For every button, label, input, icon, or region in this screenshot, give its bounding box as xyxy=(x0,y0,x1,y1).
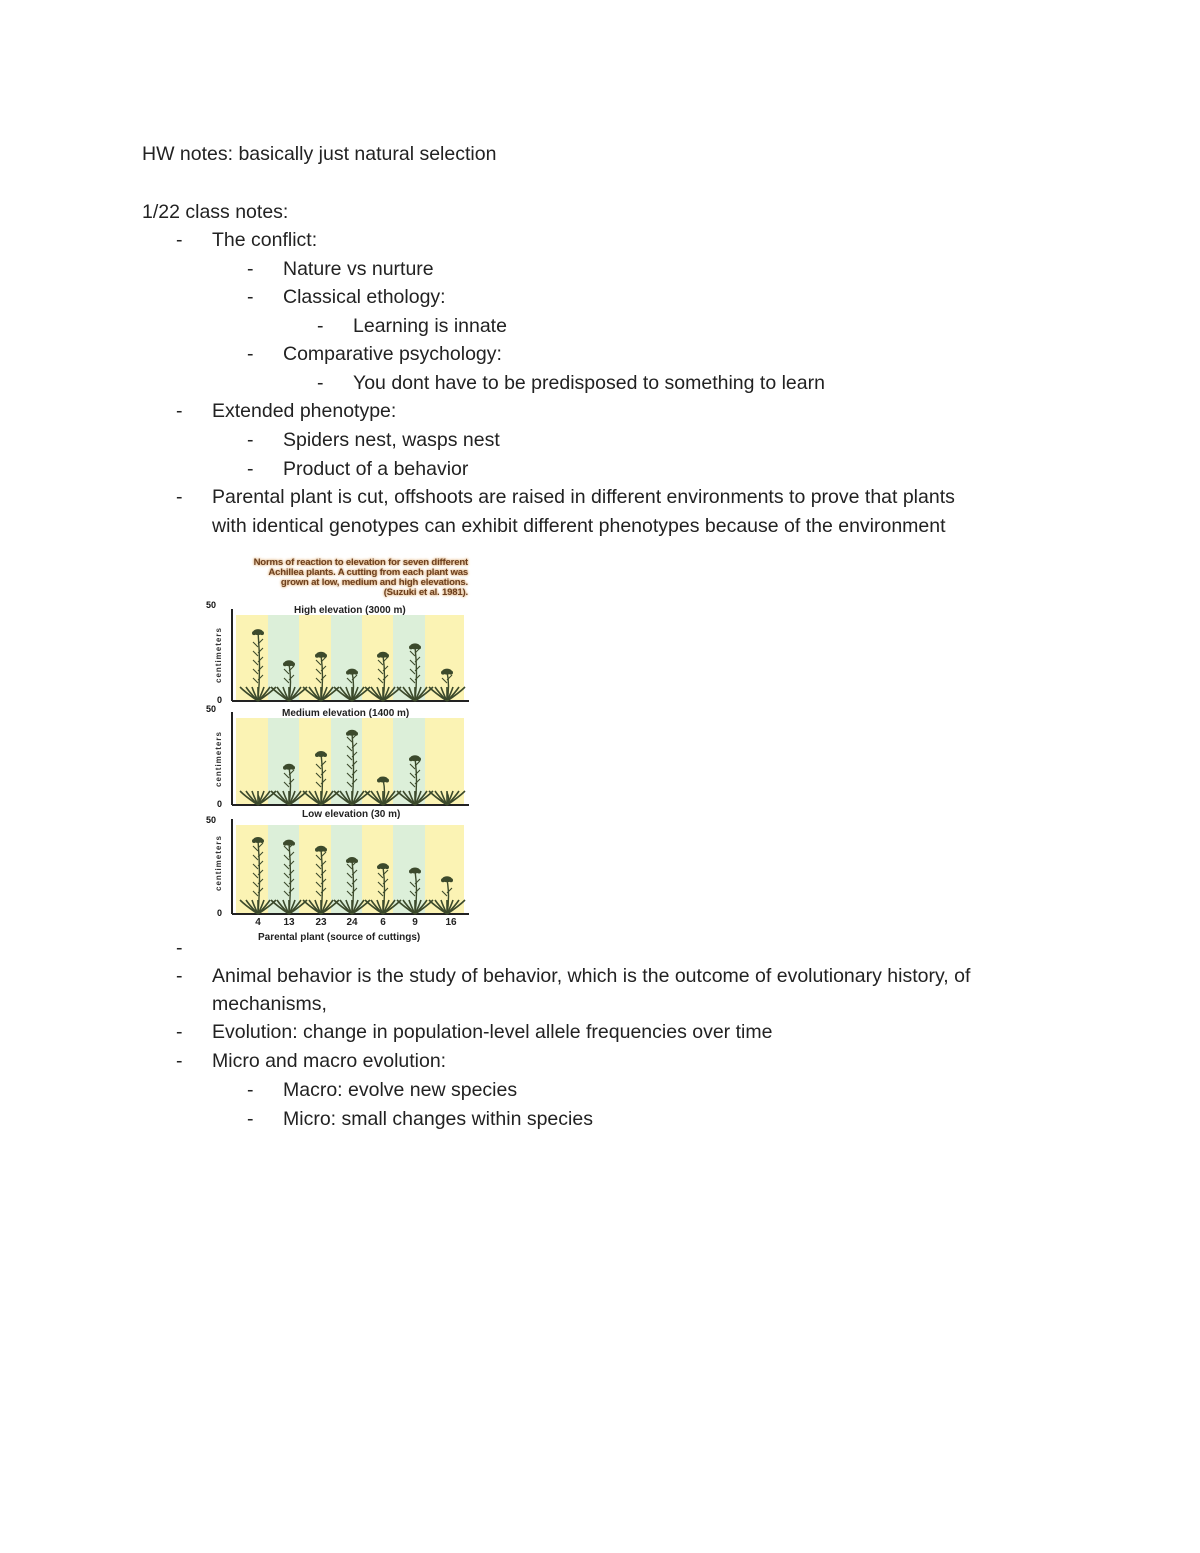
list-item: Evolution: change in population-level allele frequencies over time xyxy=(212,1021,773,1043)
class-notes-header: 1/22 class notes: xyxy=(142,201,289,223)
plant-flower xyxy=(354,671,358,675)
bullet-dash: - xyxy=(176,965,183,987)
plant-flower xyxy=(315,753,319,757)
achillea-figure xyxy=(206,553,470,948)
y-axis-label: centimeters xyxy=(214,835,223,891)
plant-flower xyxy=(252,839,256,843)
list-item: Extended phenotype: xyxy=(212,400,397,422)
plant-flower xyxy=(291,662,295,666)
bullet-dash: - xyxy=(176,1021,183,1043)
list-item: Parental plant is cut, offshoots are raised in different environments to prove that plants xyxy=(212,486,955,508)
bullet-dash: - xyxy=(176,400,183,422)
plant-flower xyxy=(377,779,381,783)
list-item: Nature vs nurture xyxy=(283,258,434,280)
figure-title-line: Achillea plants. A cutting from each plant was xyxy=(268,567,468,578)
list-item: Classical ethology: xyxy=(283,286,446,308)
plant-flower xyxy=(252,631,256,635)
plant-flower xyxy=(346,671,350,675)
plant-flower xyxy=(260,631,264,635)
plant-flower xyxy=(385,779,389,783)
x-axis-label: Parental plant (source of cuttings) xyxy=(258,932,421,943)
plant-flower xyxy=(291,842,295,846)
x-tick: 13 xyxy=(283,917,295,928)
plant-flower xyxy=(409,870,413,874)
y-axis-label: centimeters xyxy=(214,731,223,787)
plant-flower xyxy=(417,870,421,874)
plant-flower xyxy=(346,859,350,863)
bullet-dash: - xyxy=(247,286,254,308)
hw-notes-line: HW notes: basically just natural selection xyxy=(142,143,497,165)
x-tick: 16 xyxy=(445,917,457,928)
panel-title-low: Low elevation (30 m) xyxy=(302,809,401,820)
figure-title-line: (Suzuki et al. 1981). xyxy=(383,587,468,598)
plant-flower xyxy=(441,671,445,675)
list-item: Comparative psychology: xyxy=(283,343,502,365)
plant-flower xyxy=(354,732,358,736)
bullet-dash: - xyxy=(317,372,324,394)
panel-title-high: High elevation (3000 m) xyxy=(294,605,406,616)
y-axis-label: centimeters xyxy=(214,627,223,683)
y-tick-zero: 0 xyxy=(217,908,223,918)
plant-flower xyxy=(323,654,327,658)
list-item-continuation: mechanisms, xyxy=(212,993,327,1015)
y-tick-top: 50 xyxy=(206,815,217,825)
plant-flower xyxy=(283,766,287,770)
x-tick: 23 xyxy=(315,917,327,928)
y-tick-zero: 0 xyxy=(217,799,223,809)
list-item: Product of a behavior xyxy=(283,458,469,480)
bullet-dash: - xyxy=(247,343,254,365)
bullet-dash: - xyxy=(247,1108,254,1130)
plant-flower xyxy=(385,654,389,658)
plant-flower xyxy=(315,848,319,852)
bullet-dash: - xyxy=(317,315,324,337)
plant-flower xyxy=(315,654,319,658)
x-tick: 4 xyxy=(255,917,261,928)
bullet-dash: - xyxy=(247,429,254,451)
bullet-dash: - xyxy=(176,1050,183,1072)
y-tick-top: 50 xyxy=(206,600,217,610)
plant-flower xyxy=(260,839,264,843)
list-item: Animal behavior is the study of behavior, which is the outcome of evolutionary history, of xyxy=(212,965,971,987)
plant-flower xyxy=(323,753,327,757)
plant-flower xyxy=(449,671,453,675)
y-tick-zero: 0 xyxy=(217,695,223,705)
list-item: Micro: small changes within species xyxy=(283,1108,593,1130)
bullet-dash: - xyxy=(176,229,183,251)
plant-flower xyxy=(283,662,287,666)
plant-flower xyxy=(354,859,358,863)
x-tick: 9 xyxy=(412,917,418,928)
plant-flower xyxy=(409,645,413,649)
bullet-dash: - xyxy=(176,937,183,959)
bullet-dash: - xyxy=(247,1079,254,1101)
bullet-dash: - xyxy=(176,486,183,508)
figure-title-line: Norms of reaction to elevation for seven different xyxy=(253,557,468,568)
x-tick: 6 xyxy=(380,917,386,928)
bullet-dash: - xyxy=(247,458,254,480)
plant-flower xyxy=(377,654,381,658)
plant-flower xyxy=(417,645,421,649)
list-item: Learning is innate xyxy=(353,315,507,337)
figure-title-line: grown at low, medium and high elevations. xyxy=(280,577,468,588)
list-item: Macro: evolve new species xyxy=(283,1079,518,1101)
plant-flower xyxy=(283,842,287,846)
plant-flower xyxy=(323,848,327,852)
bullet-dash: - xyxy=(247,258,254,280)
panel-title-medium: Medium elevation (1400 m) xyxy=(282,708,410,719)
plant-flower xyxy=(409,757,413,761)
list-item: Spiders nest, wasps nest xyxy=(283,429,500,451)
plant-flower xyxy=(385,865,389,869)
plant-flower xyxy=(441,878,445,882)
list-item-continuation: with identical genotypes can exhibit different phenotypes because of the environment xyxy=(212,515,946,537)
list-item: You dont have to be predisposed to something to learn xyxy=(353,372,825,394)
plant-flower xyxy=(449,878,453,882)
plant-flower xyxy=(346,732,350,736)
y-tick-top: 50 xyxy=(206,704,217,714)
list-item: Micro and macro evolution: xyxy=(212,1050,447,1072)
plant-flower xyxy=(377,865,381,869)
list-item: The conflict: xyxy=(212,229,318,251)
plant-flower xyxy=(417,757,421,761)
x-tick: 24 xyxy=(346,917,358,928)
plant-flower xyxy=(291,766,295,770)
